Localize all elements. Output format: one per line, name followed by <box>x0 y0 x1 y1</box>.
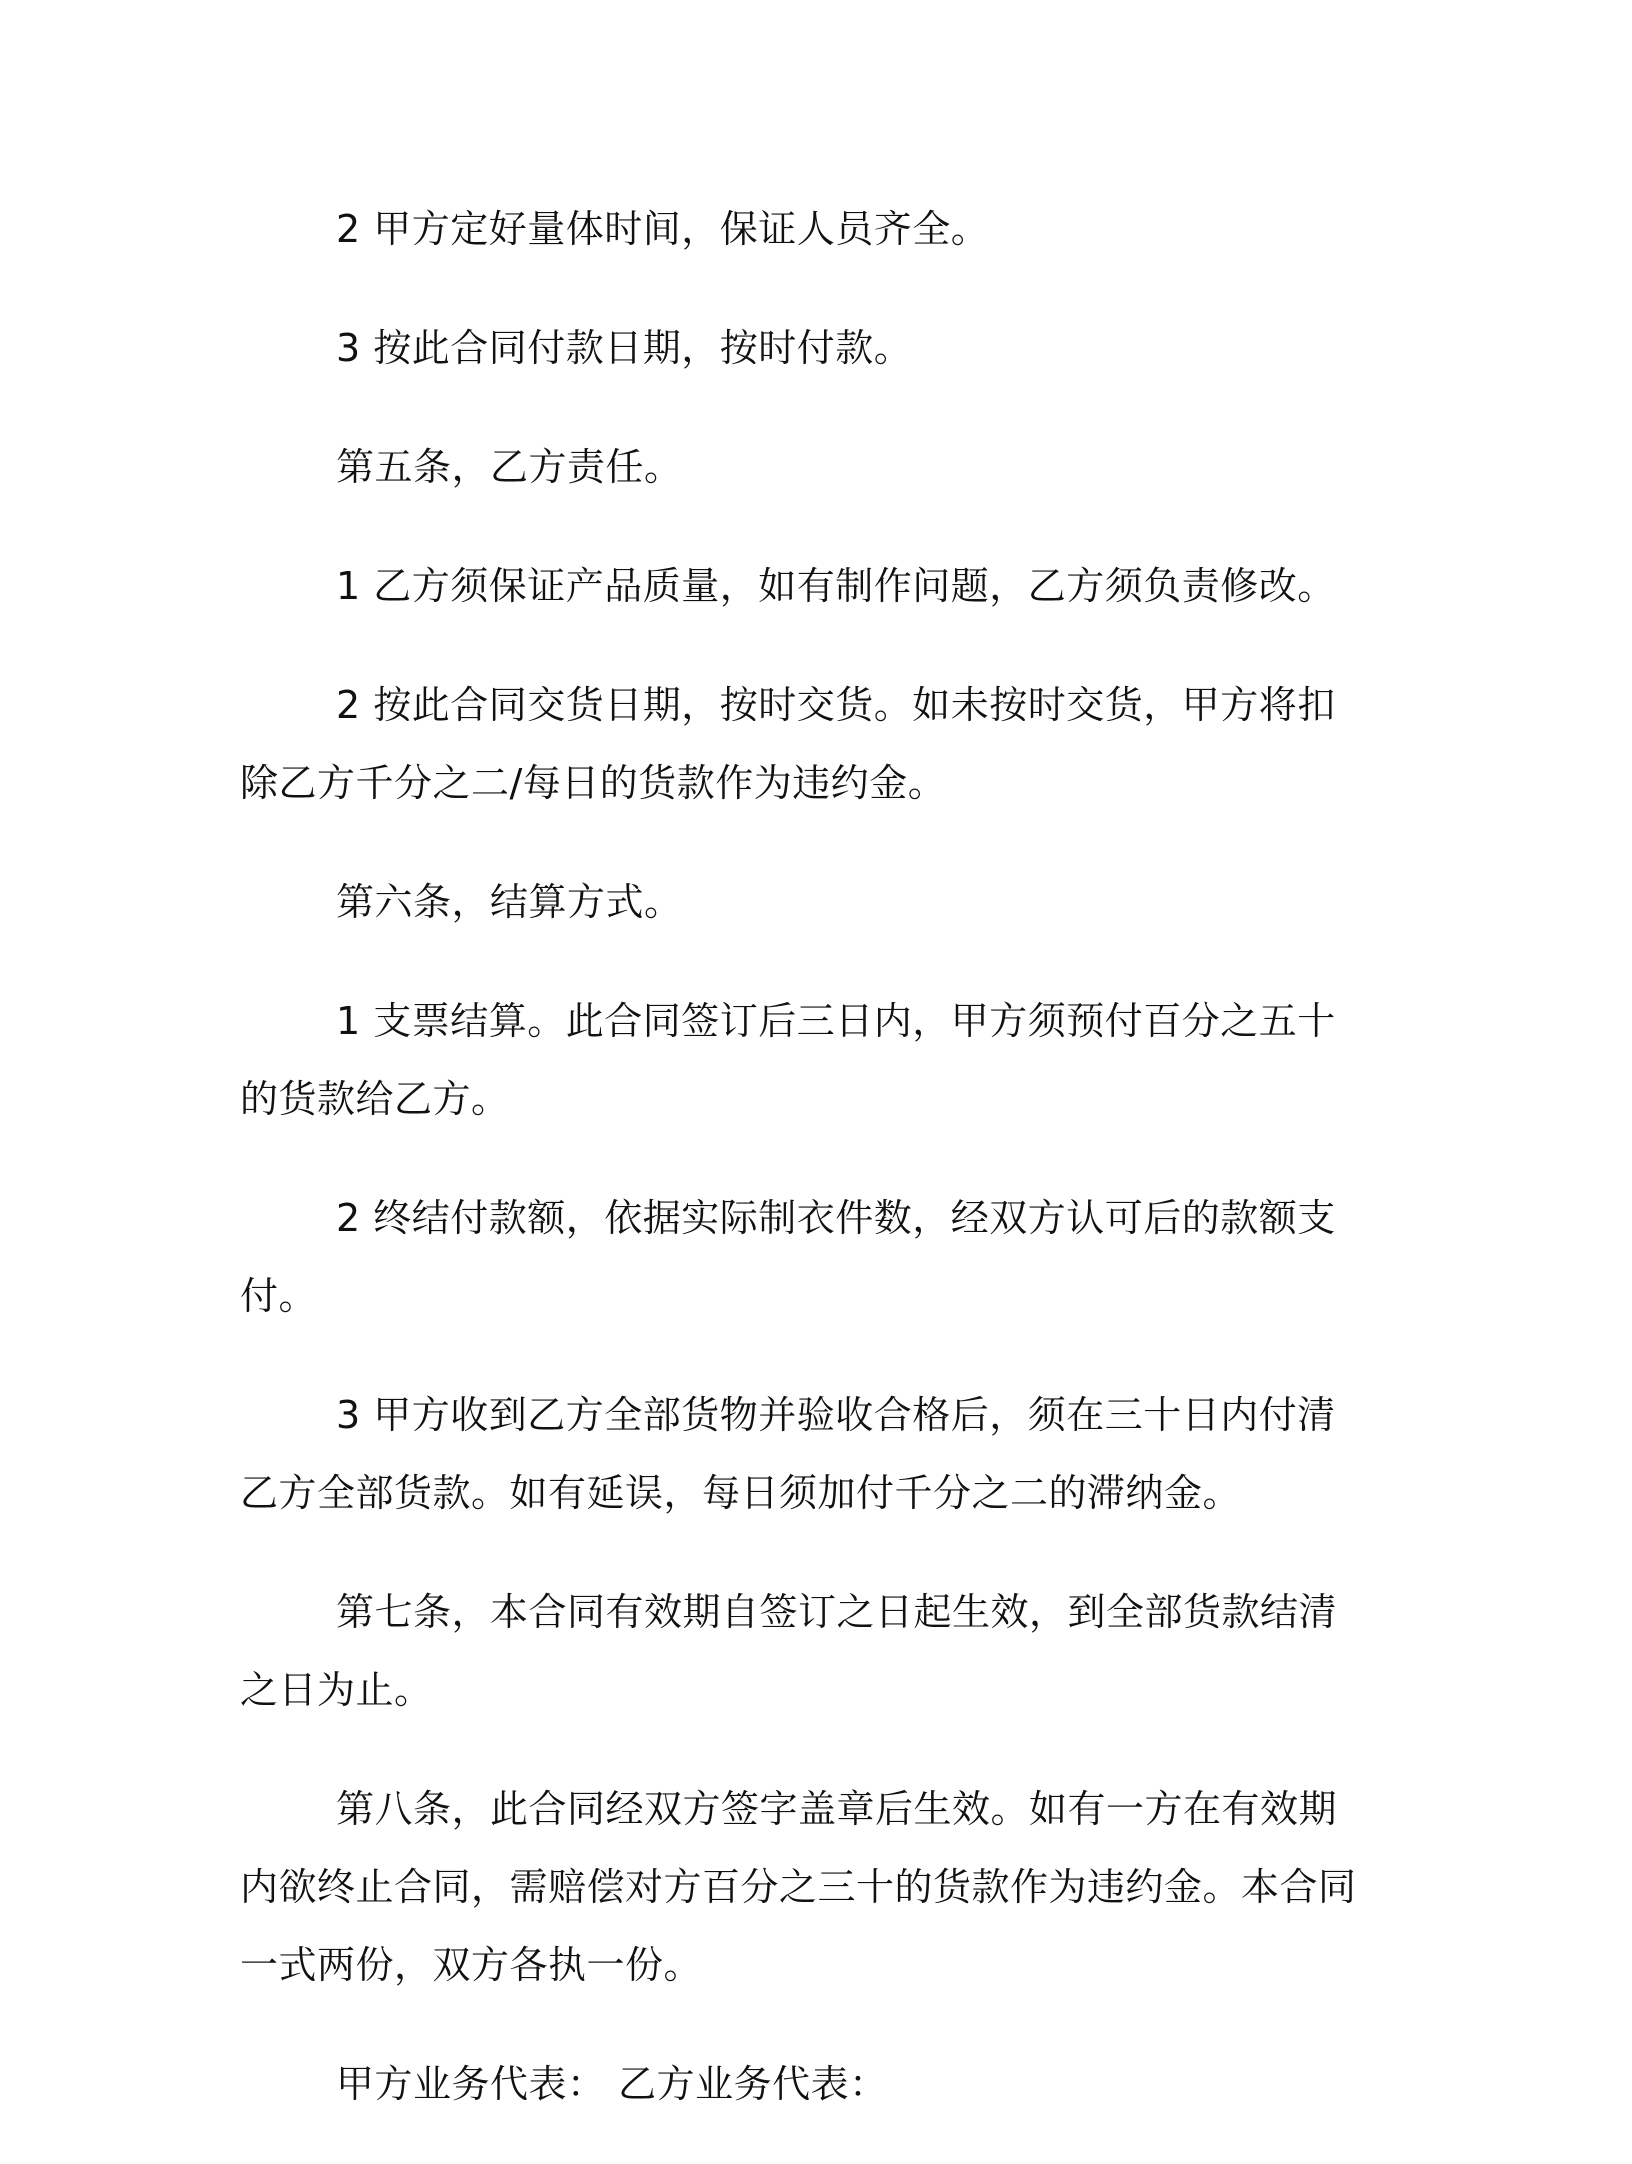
clause-5-item-1: 1 乙方须保证产品质量，如有制作问题，乙方须负责修改。 <box>336 564 1336 608</box>
clause-6-item-2: 2 终结付款额，依据实际制衣件数，经双方认可后的款额支付。 <box>240 1196 1336 1318</box>
clause-4-item-3: 3 按此合同付款日期，按时付款。 <box>336 326 913 370</box>
signature-line: 甲方业务代表： 乙方业务代表： <box>336 2062 888 2106</box>
clause-6-item-3: 3 甲方收到乙方全部货物并验收合格后，须在三十日内付清乙方全部货款。如有延误，每日须加付千分之二的滞纳金。 <box>240 1393 1336 1515</box>
clause-7: 第七条，本合同有效期自签订之日起生效，到全部货款结清之日为止。 <box>240 1590 1338 1712</box>
clause-5-item-2: 2 按此合同交货日期，按时交货。如未按时交货，甲方将扣除乙方千分之二/每日的货款作为违约金。 <box>240 683 1336 805</box>
clause-5-heading: 第五条，乙方责任。 <box>336 445 683 489</box>
clause-6-heading: 第六条，结算方式。 <box>336 880 683 924</box>
clause-4-item-2: 2 甲方定好量体时间，保证人员齐全。 <box>336 207 990 251</box>
clause-8: 第八条，此合同经双方签字盖章后生效。如有一方在有效期内欲终止合同，需赔偿对方百分之三十的货款作为违约金。本合同一式两份，双方各执一份。 <box>240 1787 1357 1987</box>
document-body <box>240 190 1370 2164</box>
clause-6-item-1: 1 支票结算。此合同签订后三日内，甲方须预付百分之五十的货款给乙方。 <box>240 999 1336 1121</box>
